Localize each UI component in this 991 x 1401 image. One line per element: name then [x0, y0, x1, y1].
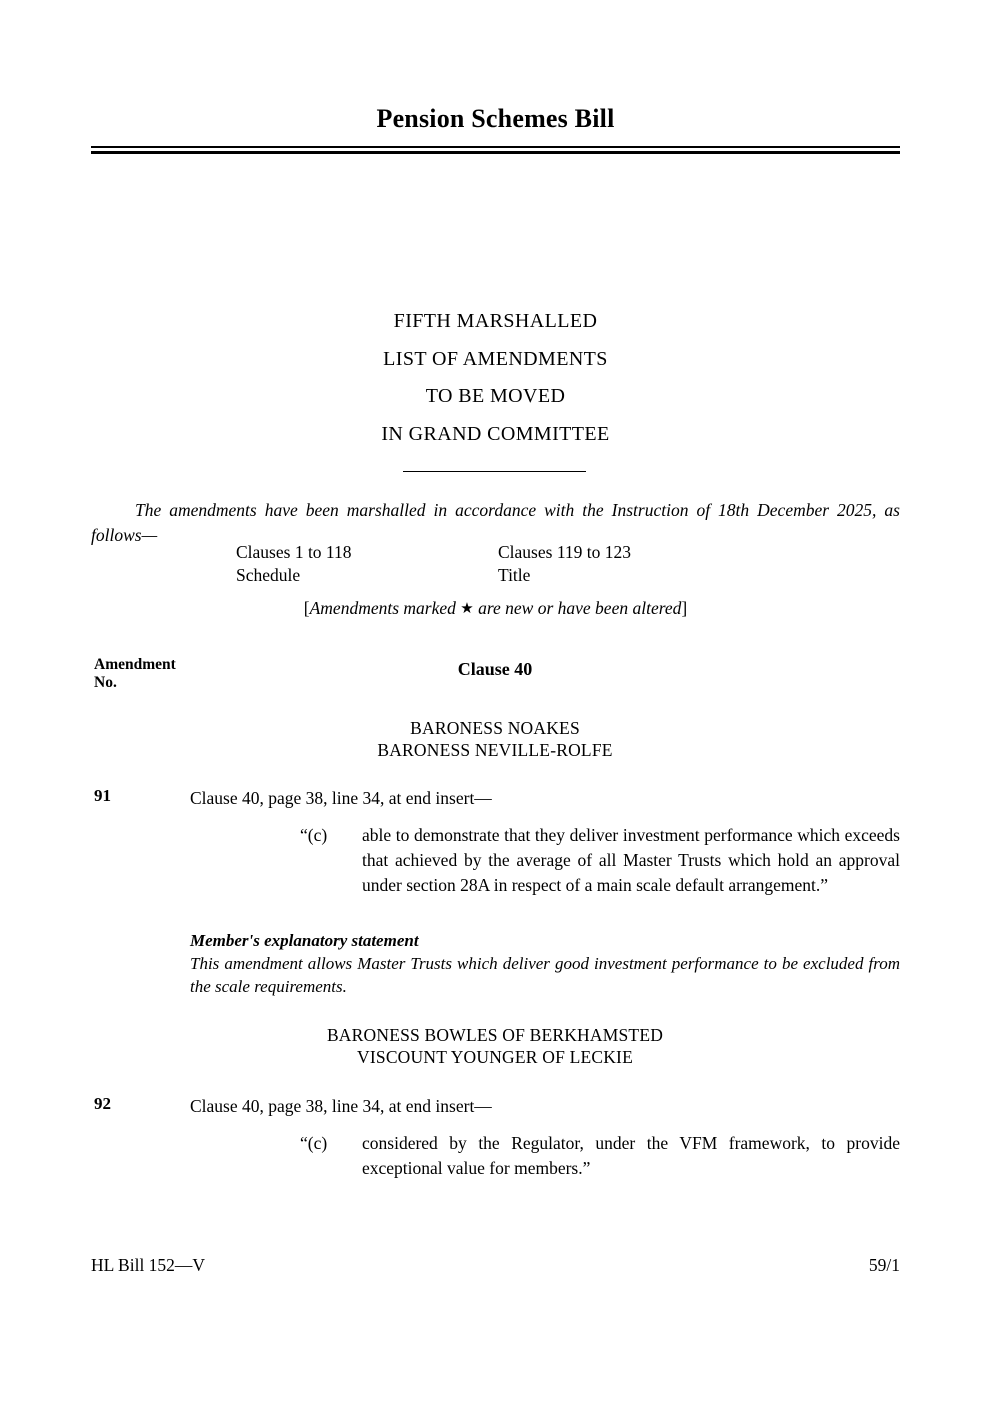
amendment-lead-line [91, 786, 900, 810]
sponsor-name: BARONESS BOWLES OF BERKHAMSTED [326, 1025, 664, 1045]
heading-line-2: LIST OF AMENDMENTS [383, 347, 608, 370]
amendment-no-column-label [94, 656, 176, 692]
page-number: 59/1 [868, 1255, 900, 1275]
amendment-lead-text: Clause 40, page 38, line 34, at end insert— [190, 1096, 492, 1116]
amendment-no-label-line2: No. [94, 674, 117, 691]
heading-line-4: IN GRAND COMMITTEE [381, 422, 610, 445]
heading-separator-rule [403, 471, 586, 472]
instruction-paragraph: The amendments have been marshalled in accordance with the Instruction of 18th December 2025, as follows— [91, 500, 900, 545]
amendment-entry-91 [91, 786, 900, 898]
note-text-before: Amendments marked [309, 598, 461, 618]
amendment-entry-92 [91, 1094, 900, 1181]
explanatory-statement-body: This amendment allows Master Trusts which deliver good investment performance to be excluded from the scale requirements. [190, 954, 900, 996]
note-open-bracket: [ [303, 598, 310, 618]
clause-coverage-left-2: Schedule [236, 565, 301, 585]
clause-coverage-row [236, 541, 736, 564]
title-double-rule [91, 146, 900, 154]
quote-paragraph-text: considered by the Regulator, under the VFM framework, to provide exceptional value for members.” [362, 1133, 900, 1178]
document-title: Pension Schemes Bill [376, 104, 615, 133]
star-icon: ★ [460, 601, 474, 617]
clause-coverage-left-1: Clauses 1 to 118 [236, 542, 352, 562]
sponsor-list-1 [190, 717, 800, 761]
sponsor-list-2 [190, 1024, 800, 1068]
quote-paragraph-label: “(c) [300, 825, 328, 845]
clause-coverage-row [236, 564, 736, 587]
clause-coverage-list [236, 541, 736, 587]
amendment-number: 92 [94, 1094, 111, 1113]
heading-line-3: TO BE MOVED [425, 385, 566, 407]
amendment-lead-text: Clause 40, page 38, line 34, at end insert— [190, 788, 492, 808]
amendment-number: 91 [94, 786, 111, 805]
page-footer [91, 1255, 900, 1276]
title-rule-thick [91, 151, 900, 155]
amendment-quoted-text-91 [300, 823, 900, 898]
bill-reference: HL Bill 152—V [91, 1255, 206, 1275]
sponsor-name: BARONESS NEVILLE-ROLFE [377, 740, 613, 760]
clause-coverage-right-2: Title [498, 565, 531, 585]
list-heading-block [91, 303, 900, 453]
amendment-lead-line [91, 1094, 900, 1118]
heading-line-1: FIFTH MARSHALLED [393, 310, 598, 332]
amendment-no-label-line1: Amendment [94, 656, 176, 673]
note-close-bracket: ] [681, 598, 688, 618]
explanatory-statement-heading: Member's explanatory statement [190, 931, 419, 950]
sponsor-name: BARONESS NOAKES [410, 718, 580, 738]
quote-paragraph-label: “(c) [300, 1133, 328, 1153]
clause-heading: Clause 40 [457, 659, 533, 679]
note-text-after: are new or have been altered [473, 598, 682, 618]
sponsor-name: VISCOUNT YOUNGER OF LECKIE [357, 1047, 633, 1067]
clause-coverage-right-1: Clauses 119 to 123 [498, 542, 632, 562]
explanatory-statement-91 [190, 930, 900, 998]
quote-paragraph-text: able to demonstrate that they deliver investment performance which exceeds that achieved by the average of all Master Trusts which hold an approval under section 28A in respect of a main scale default arrangement.” [362, 825, 900, 895]
amendment-quoted-text-92 [300, 1131, 900, 1181]
starred-amendments-note [91, 598, 900, 619]
